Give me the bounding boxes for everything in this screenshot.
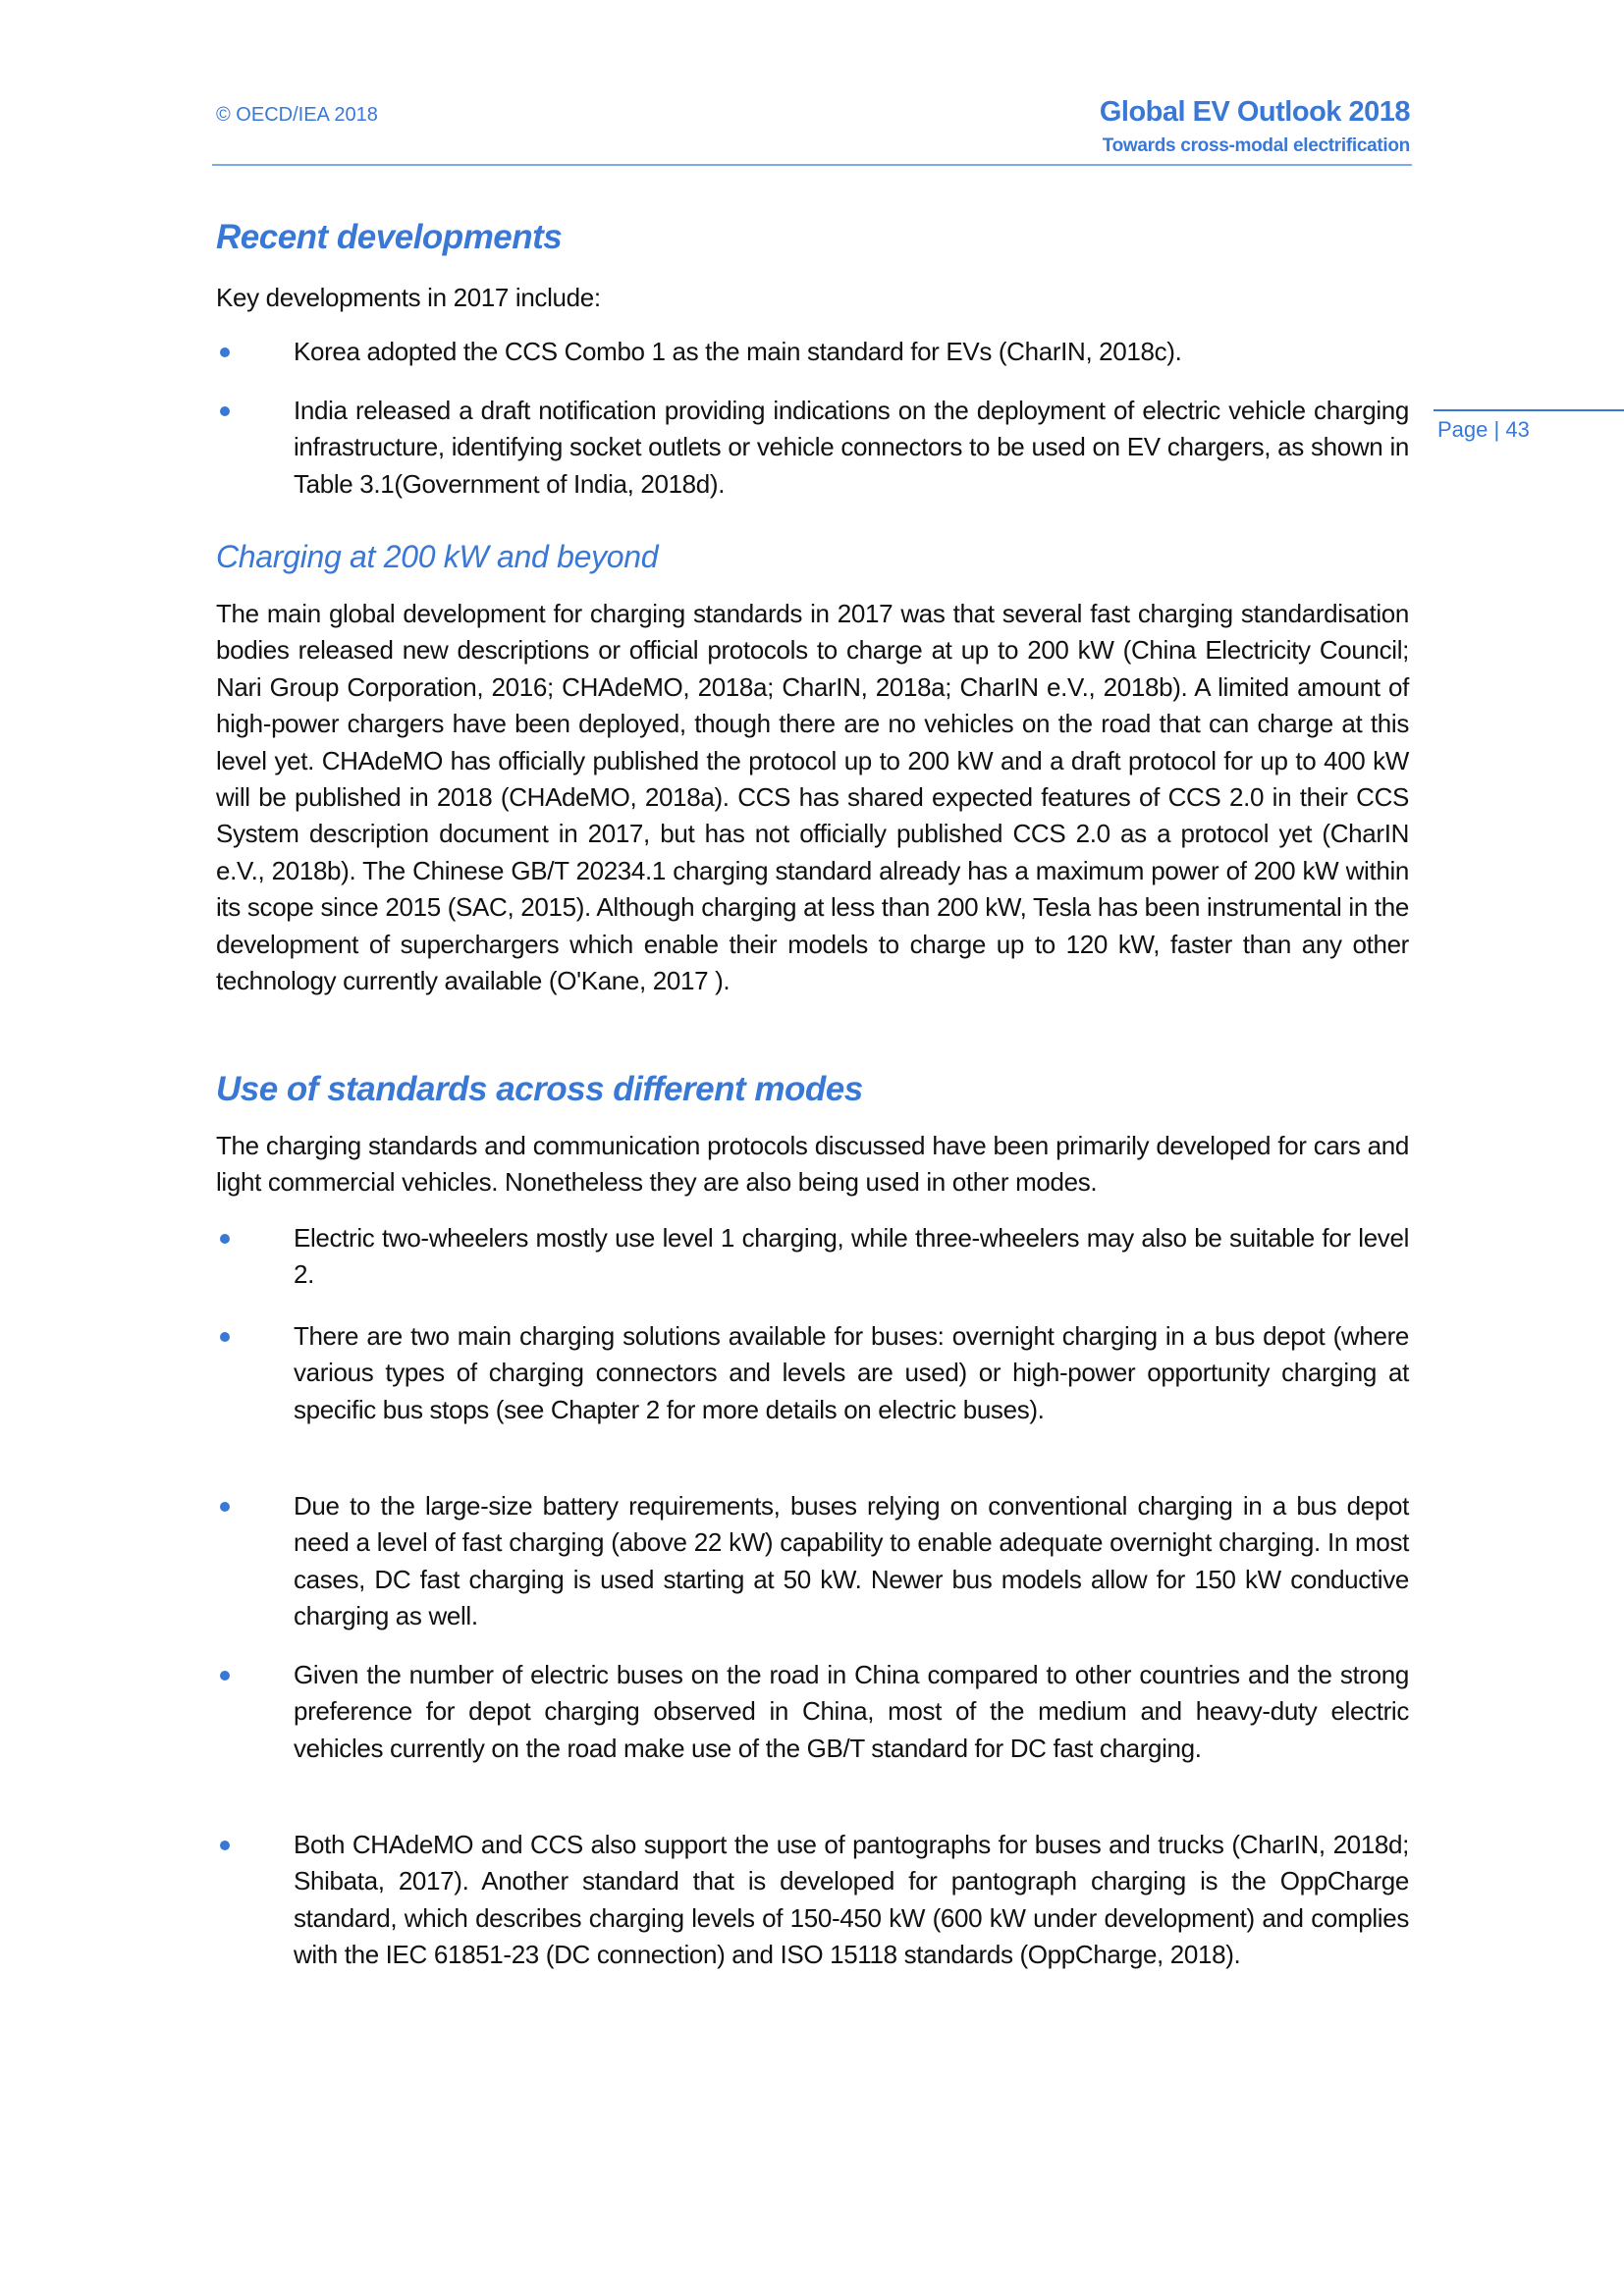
page-separator: | (1493, 417, 1500, 442)
list-item-text: Both CHAdeMO and CCS also support the use of pantographs for buses and trucks (CharIN, 2018d; Shibata, 2017). Another standard that is developed for pantograph charging is the OppCharge standard, which describes charging levels of 150-450 kW (600 kW under development) and complies with the IEC 61851-23 (DC connection) and ISO 15118 standards (OppCharge, 2018). (294, 1830, 1409, 1970)
heading-standards-modes: Use of standards across different modes (216, 1070, 863, 1108)
list-item (216, 334, 1409, 370)
recent-intro: Key developments in 2017 include: (216, 283, 601, 312)
bullet-icon (220, 1671, 230, 1681)
report-title: Global EV Outlook 2018 (1099, 96, 1410, 128)
bullet-icon (220, 1332, 230, 1342)
list-item-text: Given the number of electric buses on the road in China compared to other countries and the strong preference for depot charging observed in China, most of the medium and heavy-duty electric vehicles currently on the road make use of the GB/T standard for DC fast charging. (294, 1660, 1409, 1763)
header-divider (212, 164, 1412, 166)
page-number-value: 43 (1505, 417, 1530, 442)
list-item (216, 393, 1409, 503)
chapter-subtitle: Towards cross-modal electrification (1102, 135, 1410, 156)
bullet-icon (220, 1841, 230, 1850)
list-item-text: Due to the large-size battery requirements, buses relying on conventional charging in a bus depot need a level of fast charging (above 22 kW) capability to enable adequate overnight charging. In most cases, DC fast charging is used starting at 50 kW. Newer bus models allow for 150 kW conductive charging as well. (294, 1491, 1409, 1631)
charging-paragraph: The main global development for charging standards in 2017 was that several fast charging standardisation bodies released new descriptions or official protocols to charge at up to 200 kW (China Electricity Council; Nari Group Corporation, 2016; CHAdeMO, 2018a; CharIN, 2018a; CharIN e.V., 2018b). A limited amount of high-power chargers have been deployed, though there are no vehicles on the road that can charge at this level yet. CHAdeMO has officially published the protocol up to 200 kW and a draft protocol for up to 400 kW will be published in 2018 (CHAdeMO, 2018a). CCS has shared expected features of CCS 2.0 in their CCS System description document in 2017, but has not officially published CCS 2.0 as a protocol yet (CharIN e.V., 2018b). The Chinese GB/T 20234.1 charging standard already has a maximum power of 200 kW within its scope since 2015 (SAC, 2015). Although charging at less than 200 kW, Tesla has been instrumental in the development of superchargers which enable their models to charge up to 120 kW, faster than any other technology currently available (O'Kane, 2017 ). (216, 599, 1409, 996)
bullet-icon (220, 406, 230, 416)
page-number-divider (1434, 409, 1624, 411)
list-item-text: Electric two-wheelers mostly use level 1 charging, while three-wheelers may also be suitable for level 2. (294, 1223, 1409, 1290)
list-item (216, 1827, 1409, 1974)
list-item-text: There are two main charging solutions available for buses: overnight charging in a bus depot (where various types of charging connectors and levels are used) or high-power opportunity charging at specific bus stops (see Chapter 2 for more details on electric buses). (294, 1321, 1409, 1424)
list-item (216, 1657, 1409, 1767)
bullet-icon (220, 1502, 230, 1512)
heading-charging-200kw: Charging at 200 kW and beyond (216, 539, 659, 574)
modes-intro: The charging standards and communication protocols discussed have been primarily developed for cars and light commercial vehicles. Nonetheless they are also being used in other modes. (216, 1131, 1409, 1198)
copyright: © OECD/IEA 2018 (216, 104, 378, 126)
heading-recent-developments: Recent developments (216, 218, 563, 256)
list-item-text: India released a draft notification providing indications on the deployment of electric vehicle charging infrastructure, identifying socket outlets or vehicle connectors to be used on EV chargers, as shown in Table 3.1(Government of India, 2018d). (294, 396, 1409, 499)
list-item-text: Korea adopted the CCS Combo 1 as the main standard for EVs (CharIN, 2018c). (294, 337, 1182, 366)
bullet-icon (220, 1234, 230, 1244)
page-label: Page (1437, 417, 1489, 442)
list-item (216, 1220, 1409, 1294)
page-number (1437, 417, 1530, 443)
list-item (216, 1488, 1409, 1635)
bullet-icon (220, 347, 230, 357)
list-item (216, 1318, 1409, 1428)
